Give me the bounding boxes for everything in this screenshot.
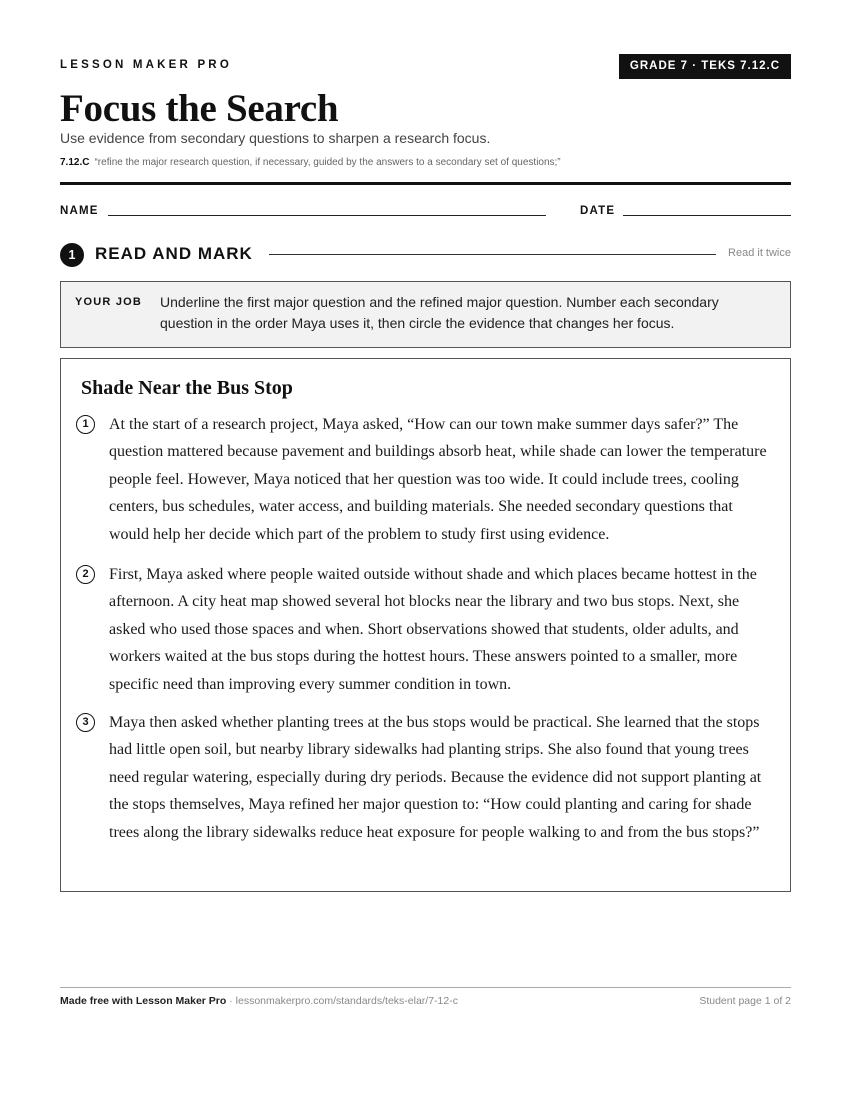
- paragraph-number: 3: [76, 713, 95, 732]
- instructions-label: YOUR JOB: [75, 296, 143, 308]
- section-note: Read it twice: [728, 247, 791, 259]
- page-title: Focus the Search: [60, 87, 339, 130]
- brand-name: LESSON MAKER PRO: [60, 59, 232, 71]
- worksheet-page: [60, 0, 791, 1100]
- section-title: READ AND MARK: [95, 244, 253, 263]
- name-label: NAME: [60, 205, 99, 217]
- footer-url[interactable]: · lessonmakerpro.com/standards/teks-elar/7-12-c: [226, 995, 458, 1007]
- section-number-badge: 1: [60, 243, 84, 267]
- page-indicator: Student page 1 of 2: [699, 995, 791, 1007]
- instructions-text: Underline the first major question and the refined major question. Number each secondary question in the order Maya uses it, then circle the evidence that changes her focus.: [160, 294, 719, 331]
- paragraph-text: Maya then asked whether planting trees at the bus stops would be practical. She learned that the stops had little open soil, but nearby library sidewalks had planting strips. She also found that young trees need regular watering, especially during dry periods. Because the evidence did not support planting at the stops themselves, Maya refined her major question to: “How could planting and caring for shade trees along the library sidewalks reduce heat exposure for people walking to and from the bus stops?”: [109, 714, 762, 841]
- footer-credit: [60, 995, 458, 1007]
- reading-passage: [60, 358, 791, 892]
- standard-line: [60, 157, 561, 168]
- date-label: DATE: [580, 205, 616, 217]
- standard-text: “refine the major research question, if necessary, guided by the answers to a secondary set of questions;”: [94, 157, 561, 168]
- footer-divider: [60, 987, 791, 988]
- page-subtitle: Use evidence from secondary questions to sharpen a research focus.: [60, 130, 491, 146]
- paragraph-number: 1: [76, 415, 95, 434]
- standard-code: 7.12.C: [60, 157, 90, 168]
- header-divider: [60, 182, 791, 185]
- instructions-box: [60, 281, 791, 348]
- grade-badge: GRADE 7 · TEKS 7.12.C: [619, 54, 791, 79]
- paragraph-number: 2: [76, 565, 95, 584]
- paragraph-text: First, Maya asked where people waited outside without shade and which places became hottest in the afternoon. A city heat map showed several hot blocks near the library and two bus stops. Next, she asked who used those spaces and when. Short observations showed that students, older adults, and workers waited at the bus stops during the hottest hours. These answers pointed to a smaller, more specific need than improving every summer condition in town.: [109, 566, 757, 693]
- paragraph-text: At the start of a research project, Maya asked, “How can our town make summer days safer?” The question mattered because pavement and buildings absorb heat, while shade can lower the temperature people feel. However, Maya noticed that her question was too wide. It could include trees, cooling centers, bus schedules, water access, and building materials. She needed secondary questions that would help her decide which part of the problem to study first using evidence.: [109, 416, 767, 543]
- date-field[interactable]: [623, 215, 791, 216]
- footer-brand: Made free with Lesson Maker Pro: [60, 995, 227, 1007]
- passage-title: Shade Near the Bus Stop: [81, 377, 293, 399]
- section-divider: [269, 254, 716, 255]
- name-field[interactable]: [108, 215, 546, 216]
